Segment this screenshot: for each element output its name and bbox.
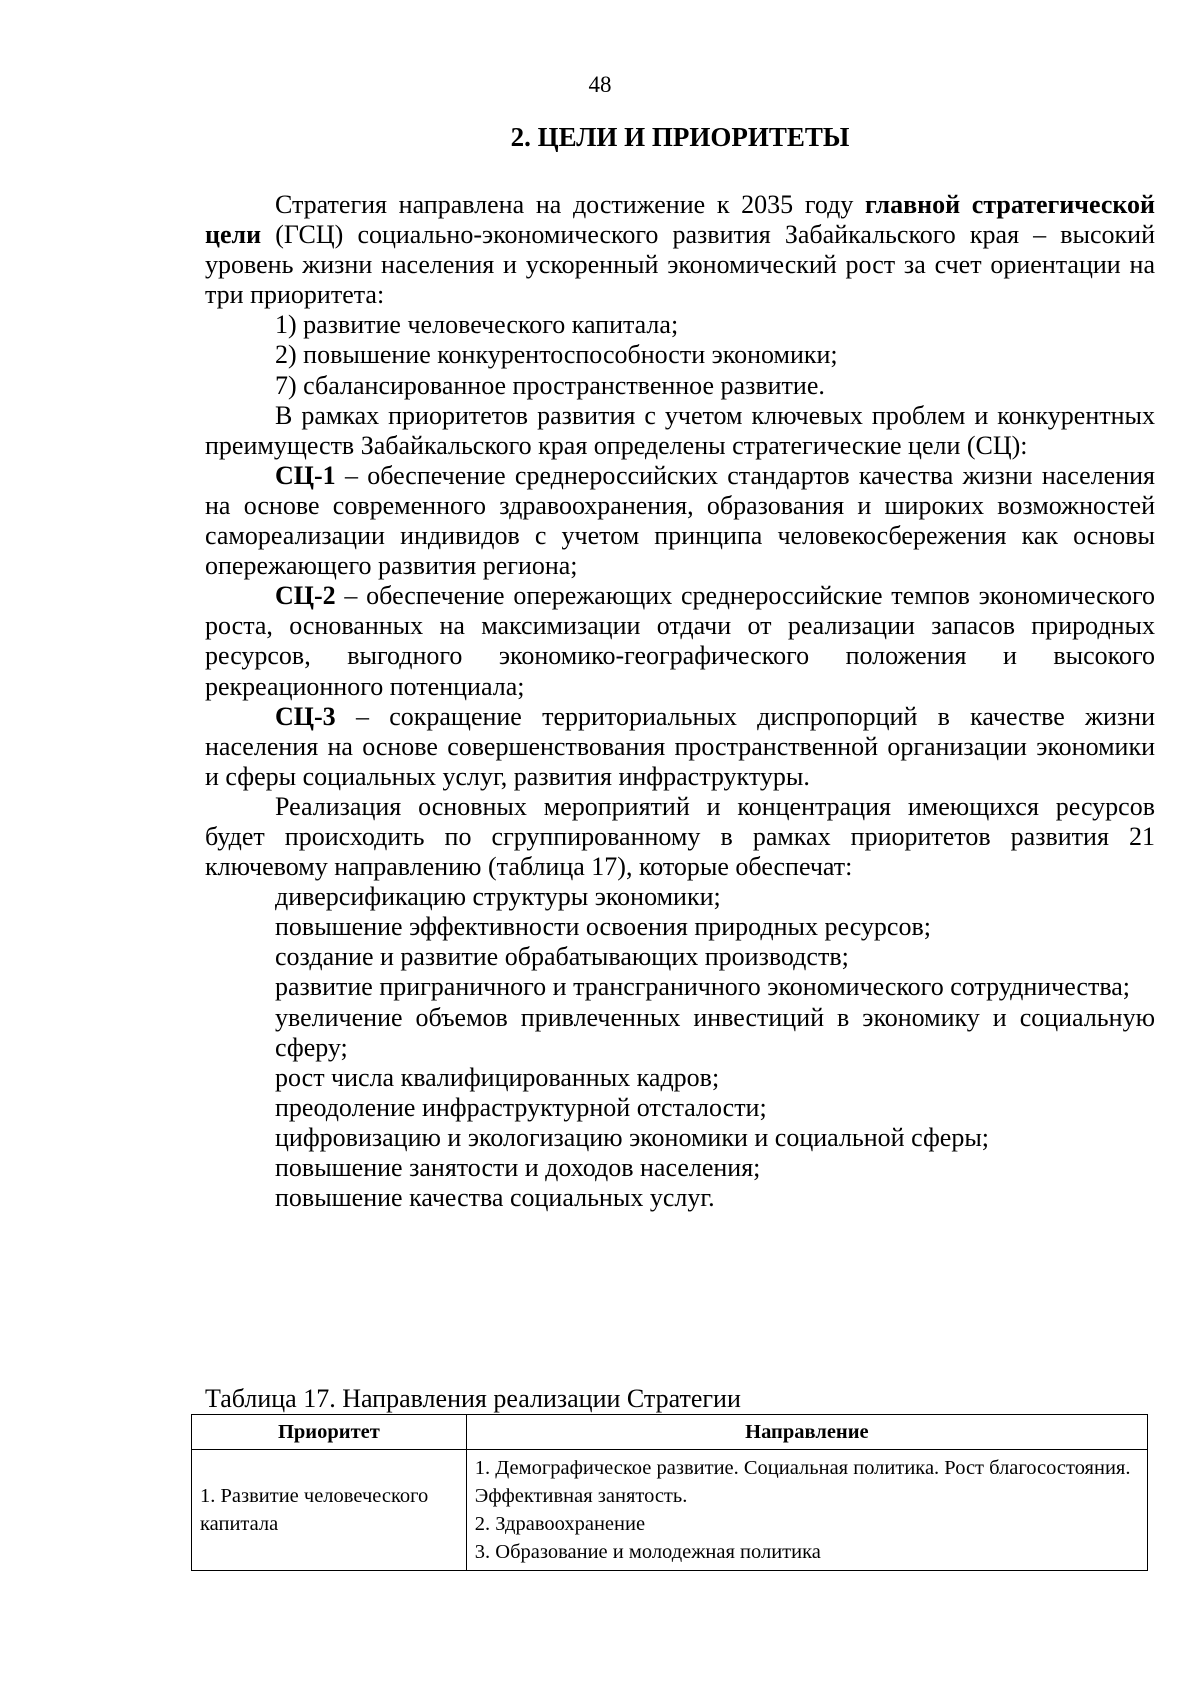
intro-paragraph	[205, 190, 1155, 310]
intro-bold-term: главной стратегической цели	[205, 190, 1155, 250]
goal-paragraph	[205, 702, 1155, 792]
outcome-item: повышение эффективности освоения природных ресурсов;	[275, 912, 931, 942]
body-text	[205, 190, 1155, 1213]
goal-code: СЦ-2	[275, 581, 336, 611]
goal-text: – сокращение территориальных диспропорций в качестве жизни населения на основе совершенствования пространственной организации экономики и сферы социальных услуг, развития инфраструктуры.	[205, 701, 1155, 791]
outcome-item: диверсификацию структуры экономики;	[275, 882, 721, 912]
goals-intro-paragraph: В рамках приоритетов развития с учетом ключевых проблем и конкурентных преимуществ Забайкальского края определены стратегические цели (СЦ):	[205, 400, 1155, 460]
intro-text-end: (ГСЦ) социально-экономического развития Забайкальского края – высокий уровень жизни населения и ускоренный экономический рост за счет ориентации на три приоритета:	[205, 220, 1155, 310]
page-number: 48	[588, 72, 612, 97]
goal-code: СЦ-1	[275, 460, 336, 490]
priority-item: 2) повышение конкурентоспособности экономики;	[275, 340, 838, 370]
table-caption: Таблица 17. Направления реализации Стратегии	[205, 1384, 741, 1413]
priority-item: 1) развитие человеческого капитала;	[275, 310, 679, 340]
outcome-item: увеличение объемов привлеченных инвестиций в экономику и социальную сферу;	[275, 1002, 1155, 1062]
goal-text: – обеспечение среднероссийских стандартов качества жизни населения на основе современного здравоохранения, образования и широких возможностей самореализации индивидов с учетом принципа человекосбережения как основы опережающего развития региона;	[205, 460, 1155, 581]
goal-code: СЦ-3	[275, 701, 336, 731]
outcome-item: повышение качества социальных услуг.	[275, 1183, 715, 1213]
outcome-item: преодоление инфраструктурной отсталости;	[275, 1092, 767, 1122]
column-header-direction: Направление	[466, 1415, 1147, 1450]
outcome-item: рост числа квалифицированных кадров;	[275, 1062, 720, 1092]
outcome-item: цифровизацию и экологизацию экономики и социальной сферы;	[275, 1122, 990, 1152]
outcome-item: создание и развитие обрабатывающих производств;	[275, 942, 849, 972]
section-title: 2. ЦЕЛИ И ПРИОРИТЕТЫ	[510, 122, 850, 152]
outcome-item: повышение занятости и доходов населения;	[275, 1153, 761, 1182]
table-row	[192, 1450, 1148, 1571]
goal-paragraph	[205, 461, 1155, 581]
table-header-row	[192, 1415, 1148, 1450]
implementation-paragraph: Реализация основных мероприятий и концентрация имеющихся ресурсов будет происходить по сгруппированному в рамках приоритетов развития 21 ключевому направлению (таблица 17), которые обеспечат:	[205, 791, 1155, 882]
direction-cell	[466, 1450, 1147, 1571]
direction-item: 2. Здравоохранение	[474, 1513, 646, 1535]
goal-text: – обеспечение опережающих среднероссийские темпов экономического роста, основанных на максимизации отдачи от реализации запасов природных ресурсов, выгодного экономико-географического положения и высокого рекреационного потенциала;	[205, 581, 1155, 701]
priority-item: 7) сбалансированное пространственное развитие.	[275, 370, 825, 400]
strategy-table	[191, 1414, 1148, 1571]
goal-paragraph	[205, 581, 1155, 701]
priority-cell: 1. Развитие человеческого капитала	[192, 1450, 467, 1571]
direction-item: 3. Образование и молодежная политика	[474, 1541, 821, 1563]
intro-text: Стратегия направлена на достижение к 2035 году	[275, 190, 866, 219]
column-header-priority: Приоритет	[192, 1415, 467, 1450]
outcome-item: развитие приграничного и трансграничного экономического сотрудничества;	[275, 972, 1131, 1002]
direction-item: 1. Демографическое развитие. Социальная политика. Рост благосостояния. Эффективная занятость.	[474, 1457, 1131, 1507]
